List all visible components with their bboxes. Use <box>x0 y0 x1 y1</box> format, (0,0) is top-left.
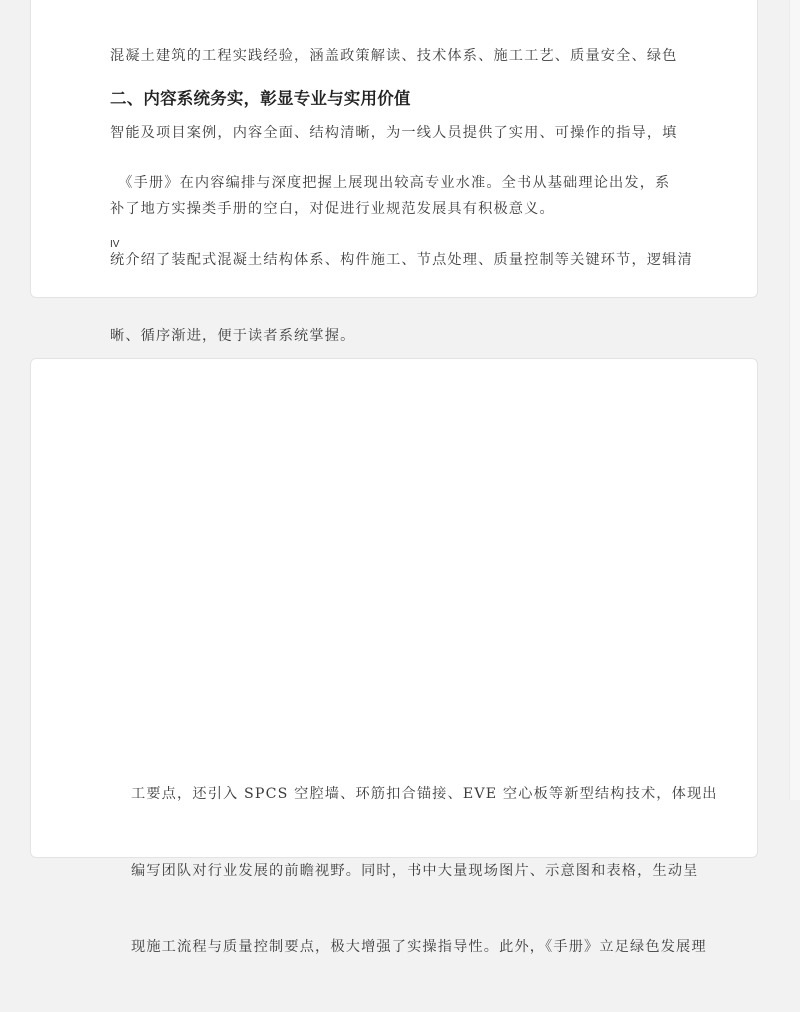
page-number: IV <box>110 239 120 250</box>
body-paragraph <box>131 731 718 1012</box>
text-line: 智能及项目案例，内容全面、结构清晰，为一线人员提供了实用、可操作的指导，填 <box>110 124 678 141</box>
text-line: 工要点，还引入 SPCS 空腔墙、环筋扣合锚接、EVE 空心板等新型结构技术，体现出 <box>131 786 718 802</box>
text-line: 现施工流程与质量控制要点，极大增强了实操指导性。此外，《手册》立足绿色发展理 <box>131 939 707 955</box>
document-page <box>30 358 758 955</box>
text-line: 补了地方实操类手册的空白，对促进行业规范发展具有积极意义。 <box>110 201 555 217</box>
vertical-scrollbar[interactable] <box>789 0 800 800</box>
section-heading: 二、内容系统务实，彰显专业与实用价值 <box>110 89 411 108</box>
text-line: 《手册》在内容编排与深度把握上展现出较高专业水准。全书从基础理论出发，系 <box>110 175 671 191</box>
text-line: 编写团队对行业发展的前瞻视野。同时，书中大量现场图片、示意图和表格，生动呈 <box>131 862 699 879</box>
document-page <box>30 0 758 344</box>
text-line: 混凝土建筑的工程实践经验，涵盖政策解读、技术体系、施工工艺、质量安全、绿色 <box>110 48 678 64</box>
text-line: 统介绍了装配式混凝土结构体系、构件施工、节点处理、质量控制等关键环节，逻辑清 <box>110 251 693 268</box>
text-line: 晰、循序渐进，便于读者系统掌握。 <box>110 328 356 344</box>
